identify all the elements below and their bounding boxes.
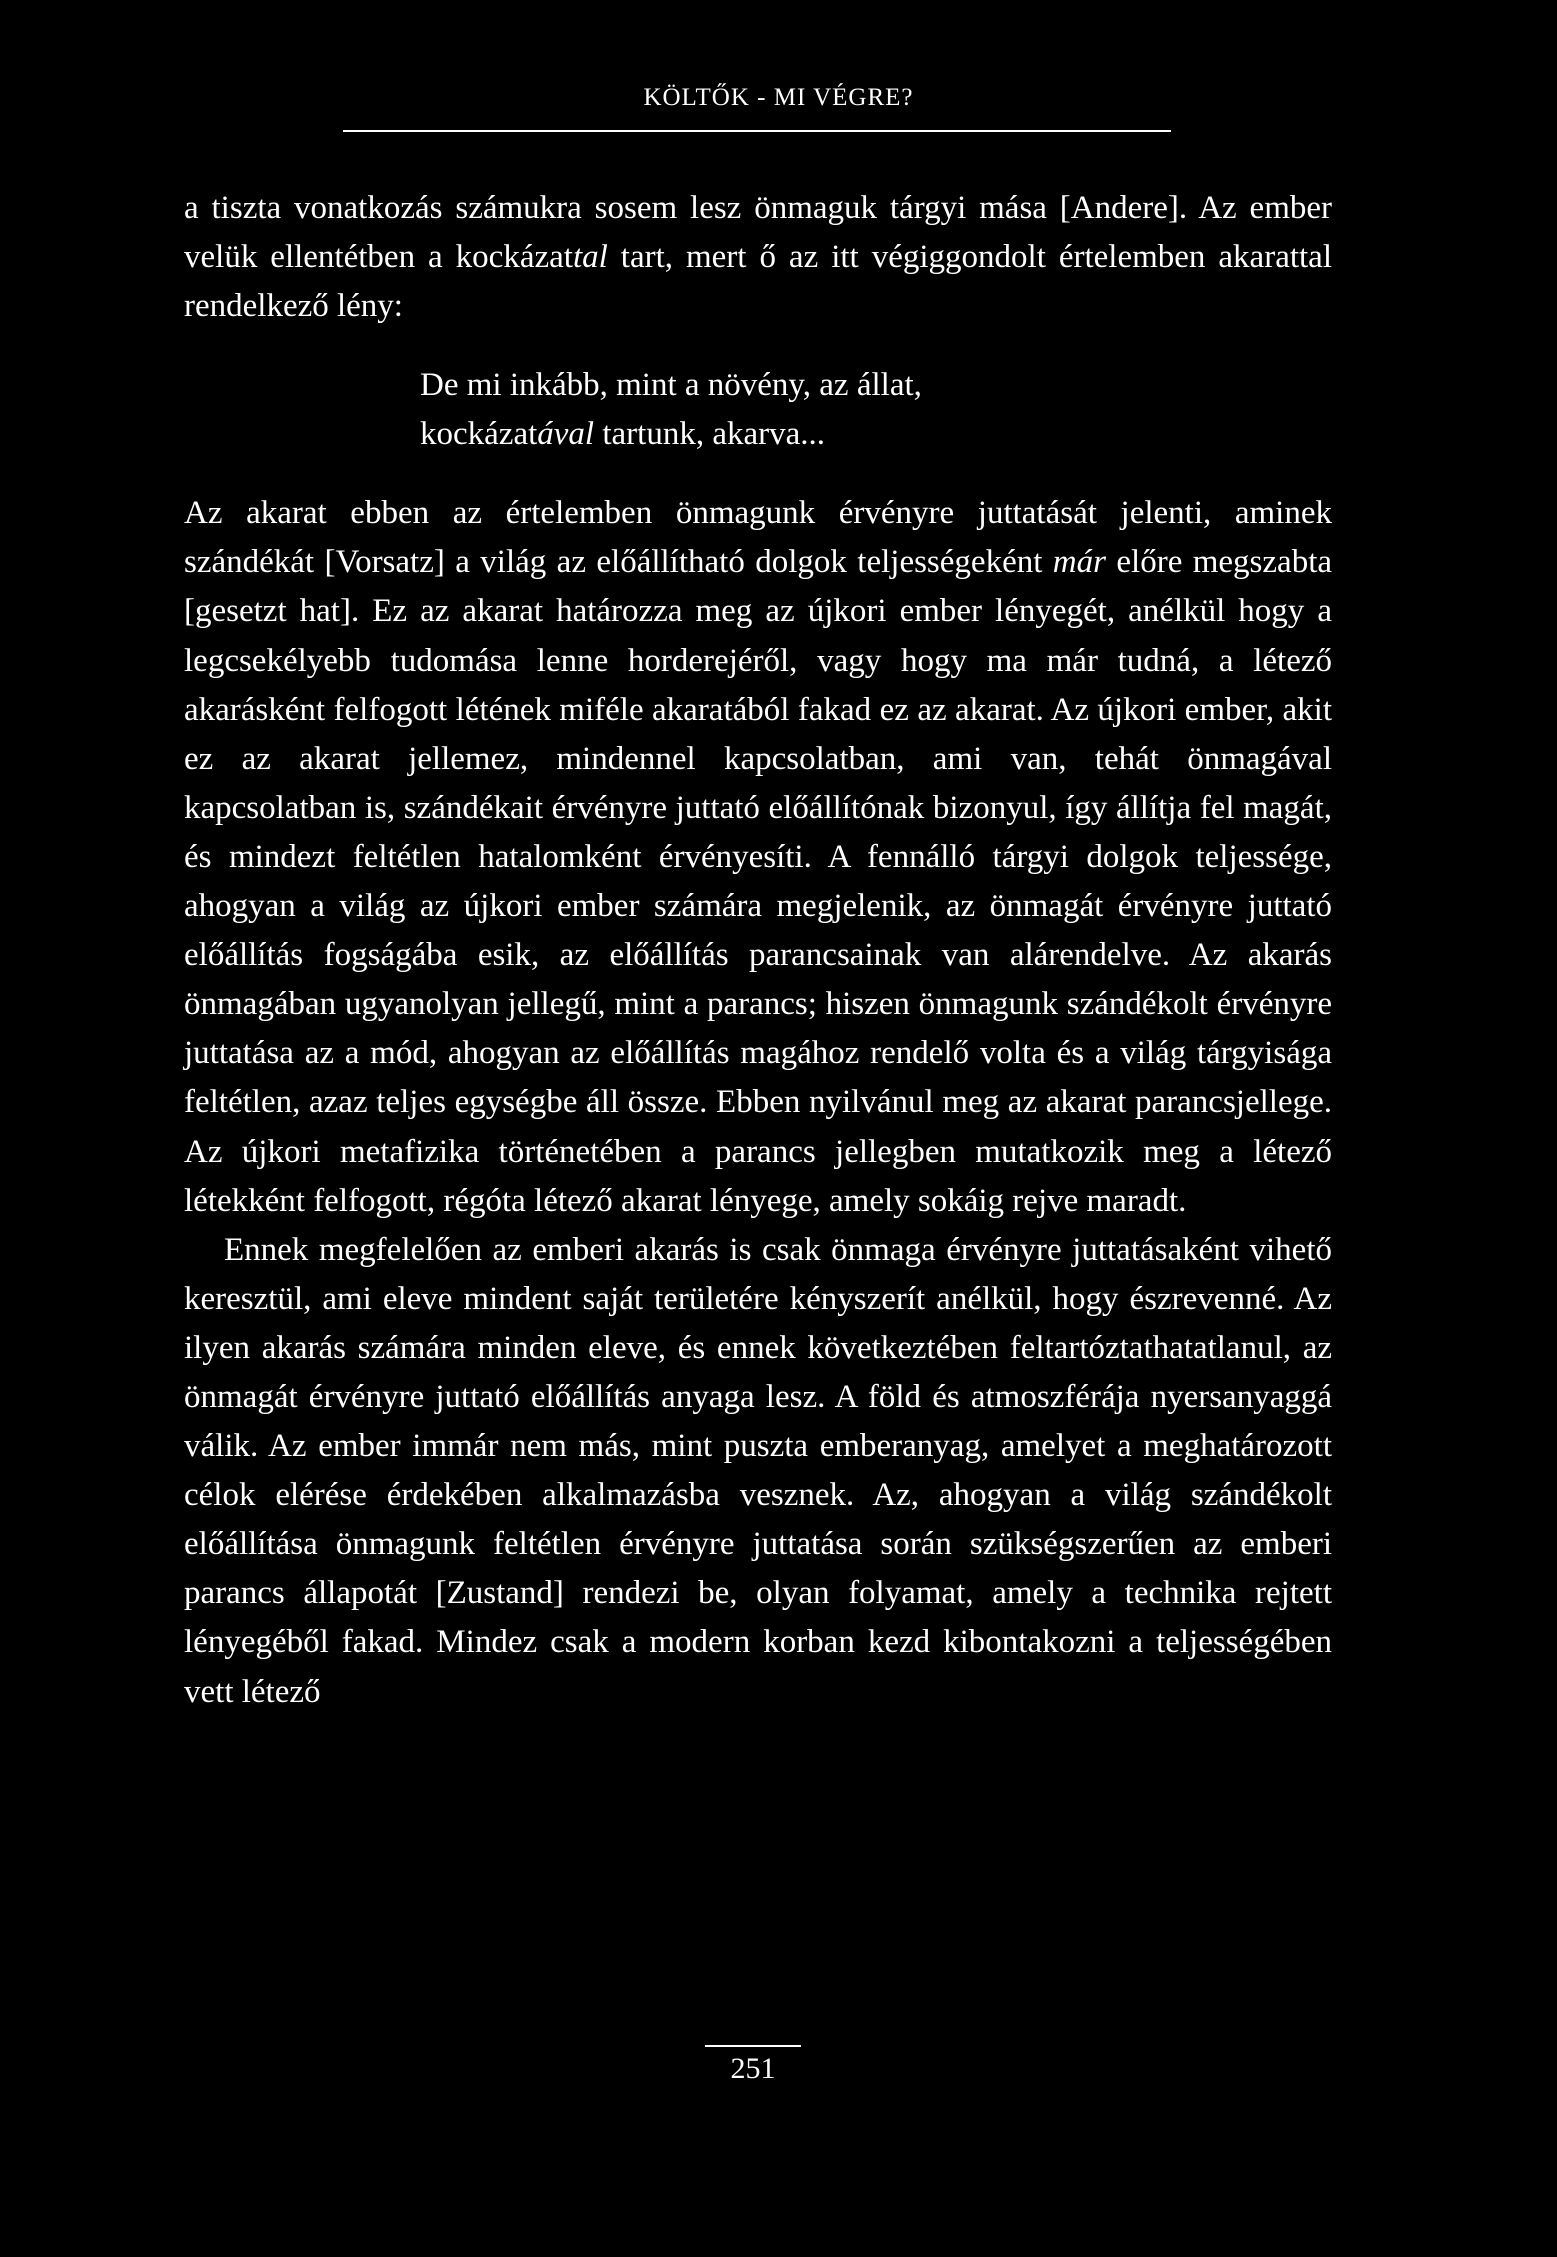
quote-line-1: De mi inkább, mint a növény, az állat, [420,367,922,404]
quote-line-2-text-a: kockázat [420,416,538,453]
quote-line-2 [420,410,1332,459]
footer-rule [705,2045,801,2047]
running-head: KÖLTŐK - MI VÉGRE? [643,84,914,111]
paragraph-3: Ennek megfelelően az emberi akarás is csak önmaga érvényre juttatásaként vihető keresztül, ami eleve mindent saját területére kényszerít anélkül, hogy észrevenné. Az ilyen akarás számára minden eleve, és ennek következtében feltartóztathatatlanul, az önmagát érvényre juttató előállítás anyaga lesz. A föld és atmoszférája nyersanyaggá válik. Az ember immár nem más, mint puszta emberanyag, amelyet a meghatározott célok elérése érdekében alkalmazásba vesznek. Az, ahogyan a világ szándékolt előállítása önmagunk feltétlen érvényre juttatása során szükségszerűen az emberi parancs állapotát [Zustand] rendezi be, olyan folyamat, amely a technika rejtett lényegéből fakad. Mindez csak a modern korban kezd kibontakozni a teljességében vett létező [184,1231,1332,1710]
body-text [184,184,1332,1717]
quote-line-2-text-b: tartunk, akarva... [594,416,825,453]
paragraph-2-text-b: előre megszabta [gesetzt hat]. Ez az akarat határozza meg az újkori ember lényegét, anélkül hogy a legcsekélyebb tudomása lenne horderejéről, vagy hogy ma már tudná, a létező akarásként felfogott létének miféle akaratából fakad ez az akarat. Az újkori ember, akit ez az akarat jellemez, mindennel kapcsolatban, ami van, tehát önmagával kapcsolatban is, szándékait érvényre juttató előállítónak bizonyul, így állítja fel magát, és mindezt feltétlen hatalomként érvényesíti. A fennálló tárgyi dolgok teljessége, ahogyan a világ az újkori ember számára megjelenik, az önmagát érvényre juttató előállítás fogságába esik, az előállítás parancsainak van alárendelve. Az akarás önmagában ugyanolyan jellegű, mint a parancs; hiszen önmagunk szándékolt érvényre juttatása az a mód, ahogyan az előállítás magához rendelő volta és a világ tárgyisága feltétlen, azaz teljes egységbe áll össze. Ebben nyilvánul meg az akarat parancsjellege. Az újkori metafizika történetében a parancs jellegben mutatkozik meg a létező létekként felfogott, régóta létező akarat lényege, amely sokáig rejve maradt. [184,544,1333,1219]
paragraph-2-italic: már [1052,544,1106,581]
paragraph-1-italic: tal [572,239,608,276]
page-number: 251 [730,2052,776,2085]
paragraph-2-text-a: Az akarat ebben az értelemben önmagunk érvényre juttatását jelenti, aminek szándékát [Vorsatz] a világ az előállítható dolgok teljességeként [184,495,1332,581]
paragraph-1-text-b: tart, mert ő az itt végiggondolt értelemben akarattal rendelkező lény: [184,239,1332,325]
paragraph-1-text-a: a tiszta vonatkozás számukra sosem lesz önmaguk tárgyi mása [Andere]. Az ember velük ellentétben a kockázat [184,190,1332,276]
paragraph-1 [184,184,1332,331]
header-rule [343,130,1171,132]
poem-quote [420,361,1332,459]
paragraph-2 [184,489,1332,1225]
quote-line-2-italic: ával [537,416,595,453]
